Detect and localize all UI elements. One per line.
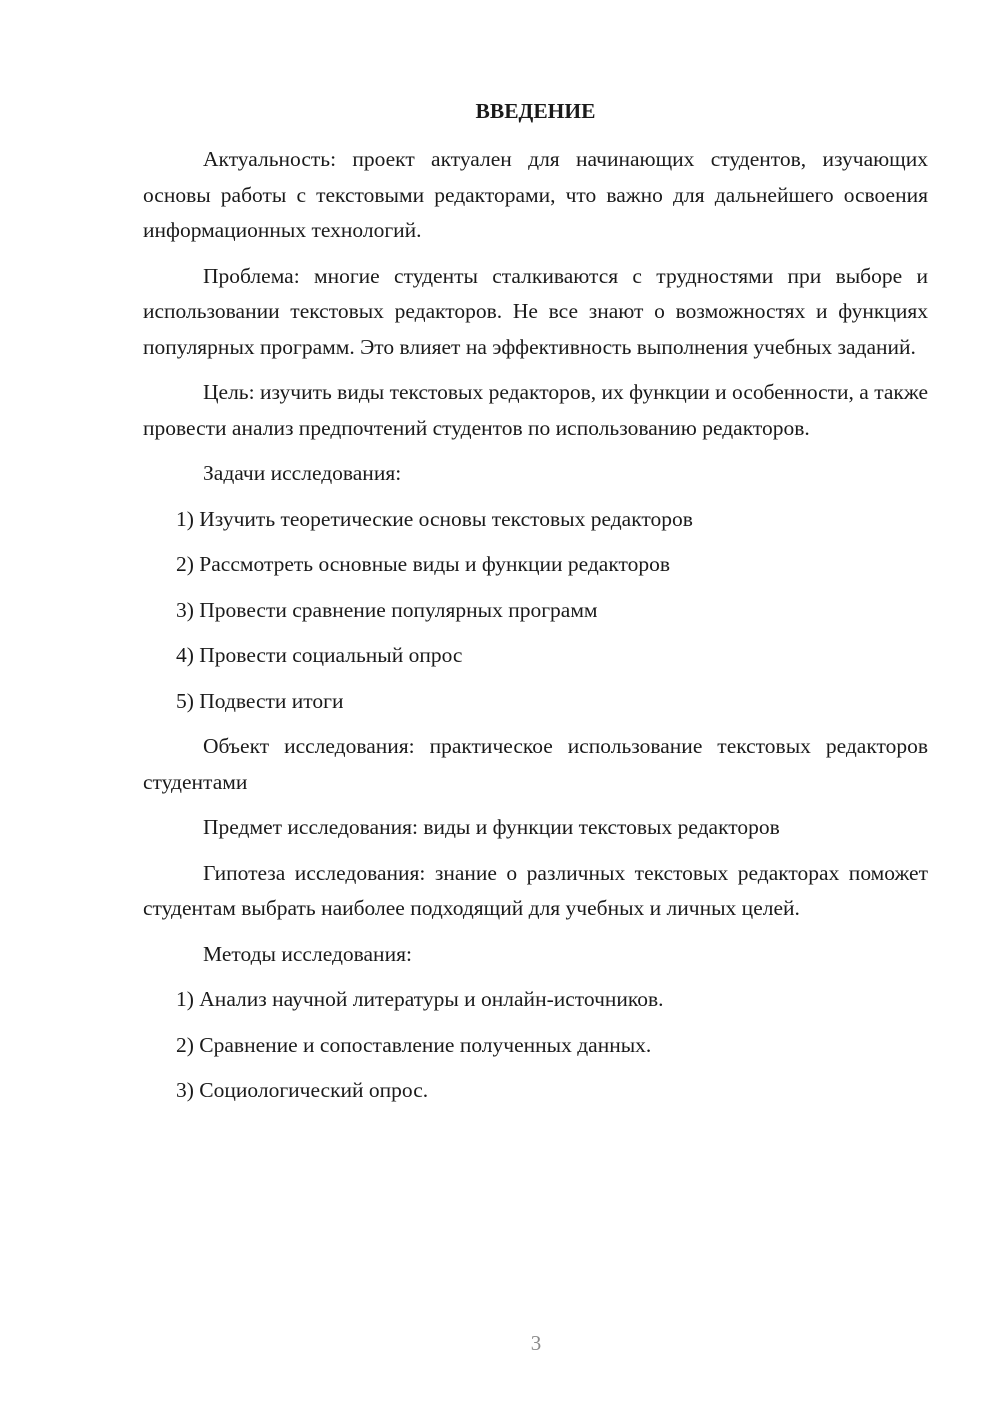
list-item: 2) Сравнение и сопоставление полученных данных.: [176, 1032, 652, 1057]
list-item: 1) Изучить теоретические основы текстовых редакторов: [176, 506, 693, 531]
page-title: ВВЕДЕНИЕ: [475, 99, 596, 123]
list-item: 5) Подвести итоги: [176, 688, 344, 713]
list-item: 1) Анализ научной литературы и онлайн-источников.: [176, 987, 664, 1011]
relevance-paragraph: Актуальность: проект актуален для начинающих студентов, изучающих основы работы с текстовыми редакторами, что важно для дальнейшего освоения информационных технологий.: [143, 147, 928, 242]
list-item: 3) Социологический опрос.: [176, 1078, 429, 1102]
problem-paragraph: Проблема: многие студенты сталкиваются с трудностями при выборе и использовании текстовых редакторов. Не все знают о возможностях и функциях популярных программ. Это влияет на эффективность выполнения учебных заданий.: [143, 263, 928, 359]
document-page: [143, 94, 928, 1119]
methods-list: [143, 982, 928, 1109]
list-item: 4) Провести социальный опрос: [176, 643, 463, 667]
goal-paragraph: Цель: изучить виды текстовых редакторов, их функции и особенности, а также провести анализ предпочтений студентов по использованию редакторов.: [143, 380, 928, 440]
subject-paragraph: Предмет исследования: виды и функции текстовых редакторов: [203, 815, 780, 839]
list-item: 3) Провести сравнение популярных программ: [176, 597, 598, 622]
object-paragraph: Объект исследования: практическое использование текстовых редакторов студентами: [143, 734, 928, 794]
page-number: 3: [530, 1331, 542, 1355]
hypothesis-paragraph: Гипотеза исследования: знание о различных текстовых редакторах поможет студентам выбрать наиболее подходящий для учебных и личных целей.: [143, 860, 928, 920]
list-item: 2) Рассмотреть основные виды и функции редакторов: [176, 552, 671, 576]
tasks-list: [143, 502, 928, 720]
tasks-heading: Задачи исследования:: [203, 461, 402, 485]
methods-heading: Методы исследования:: [203, 941, 412, 966]
